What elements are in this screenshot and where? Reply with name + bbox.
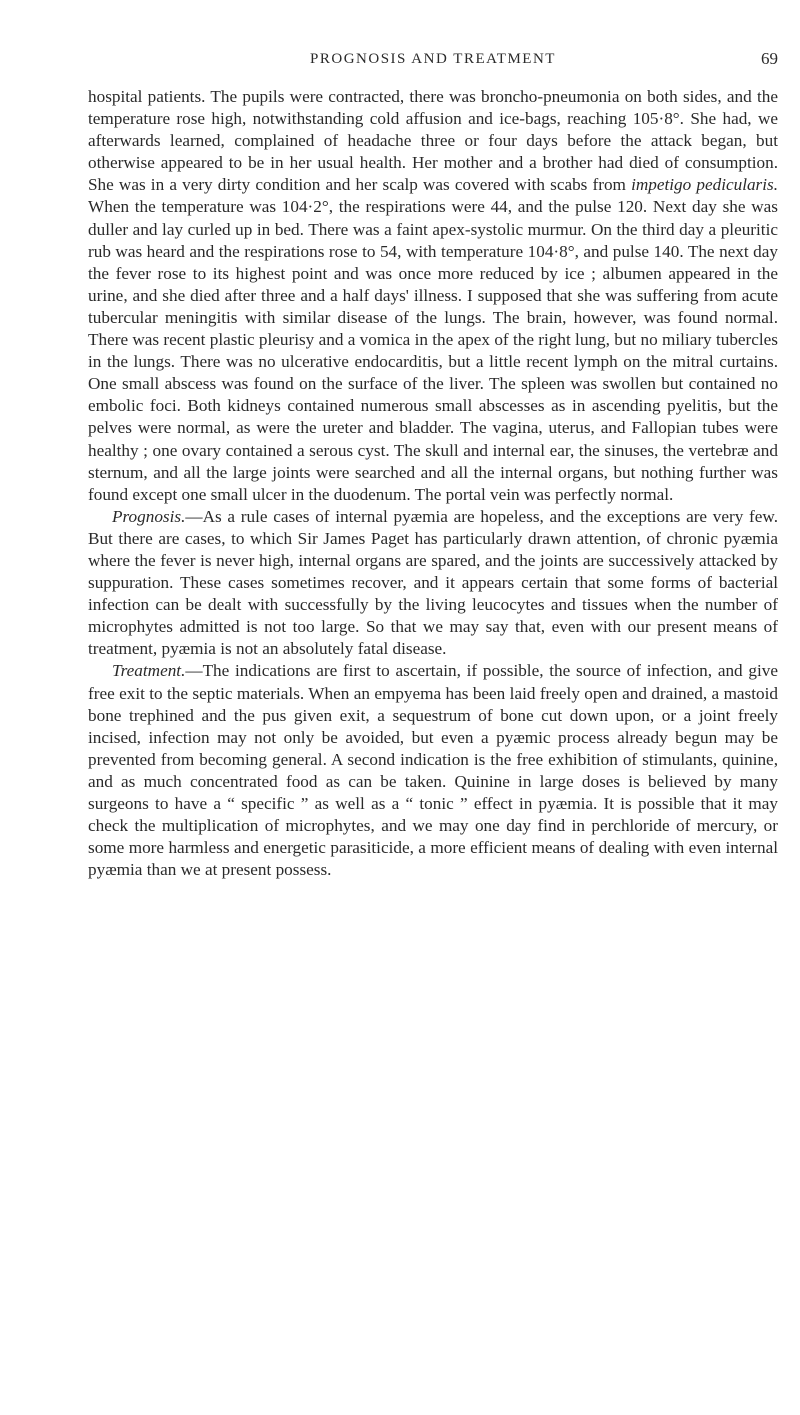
case-paragraph xyxy=(88,86,778,506)
treatment-text: —The indications are first to ascertain, if possible, the source of infection, and give free exit to the septic materials. When an empyema has been laid freely open and drained, a mastoid bone trephined and the pus given exit, a sequestrum of bone cut down upon, or a joint freely incised, infection may not only be avoided, but even a pyæmic process already begun may be prevented from becoming general. A second indication is the free exhibition of stimulants, quinine, and as much concentrated food as can be taken. Quinine in large doses is believed by many surgeons to have a “ specific ” as well as a “ tonic ” effect in pyæmia. It is possible that it may check the multiplication of microphytes, and we may one day find in perchloride of mercury, or some more harmless and energetic parasiticide, a more efficient means of dealing with even internal pyæmia than we at present possess. xyxy=(88,661,778,880)
treatment-paragraph xyxy=(88,660,778,881)
running-head xyxy=(88,48,778,70)
treatment-heading: Treatment. xyxy=(112,661,186,681)
case-text-part-1: hospital patients. The pupils were contracted, there was broncho-pneumonia on both sides, and the temperature rose high, notwithstanding cold affusion and ice-bags, reaching 105·8°. She had, we afterwards learned, complained of headache three or four days before the attack began, but otherwise appeared to be in her usual health. Her mother and a brother had died of consumption. She was in a very dirty condition and her scalp was covered with scabs from xyxy=(88,87,778,195)
case-text-part-2: When the temperature was 104·2°, the respirations were 44, and the pulse 120. Next day she was duller and lay curled up in bed. There was a faint apex-systolic murmur. On the third day a pleuritic rub was heard and the respirations rose to 54, with temperature 104·8°, and pulse 140. The next day the fever rose to its highest point and was once more reduced by ice ; albumen appeared in the urine, and she died after three and a half days' illness. I supposed that she was suffering from acute tubercular meningitis with similar disease of the lungs. The brain, however, was found normal. There was recent plastic pleurisy and a vomica in the apex of the right lung, but no miliary tubercles in the lungs. There was no ulcerative endocarditis, but a little recent lymph on the mitral curtains. One small abscess was found on the surface of the liver. The spleen was swollen but contained no embolic foci. Both kidneys contained numerous small abscesses as in ascending pyelitis, but the pelves were normal, as were the ureter and bladder. The vagina, uterus, and Fallopian tubes were healthy ; one ovary contained a serous cyst. The skull and internal ear, the sinuses, the vertebræ and sternum, and all the large joints were searched and all the internal organs, but nothing further was found except one small ulcer in the duodenum. The portal vein was perfectly normal. xyxy=(88,197,778,504)
body-text xyxy=(88,86,778,881)
page-number: 69 xyxy=(761,49,778,68)
prognosis-heading: Prognosis. xyxy=(112,506,186,526)
case-italic-term: impetigo pedicularis. xyxy=(631,175,779,195)
prognosis-paragraph xyxy=(88,506,778,661)
running-title: PROGNOSIS AND TREATMENT xyxy=(310,51,556,67)
prognosis-text: —As a rule cases of internal pyæmia are hopeless, and the exceptions are very few. But there are cases, to which Sir James Paget has particularly drawn attention, of chronic pyæmia where the fever is never high, internal organs are spared, and the joints are successively attacked by suppuration. These cases sometimes recover, and it appears certain that some forms of bacterial infection can be dealt with successfully by the living leucocytes and tissues when the number of microphytes admitted is not too large. So that we may say that, even with our present means of treatment, pyæmia is not an absolutely fatal disease. xyxy=(88,506,778,659)
